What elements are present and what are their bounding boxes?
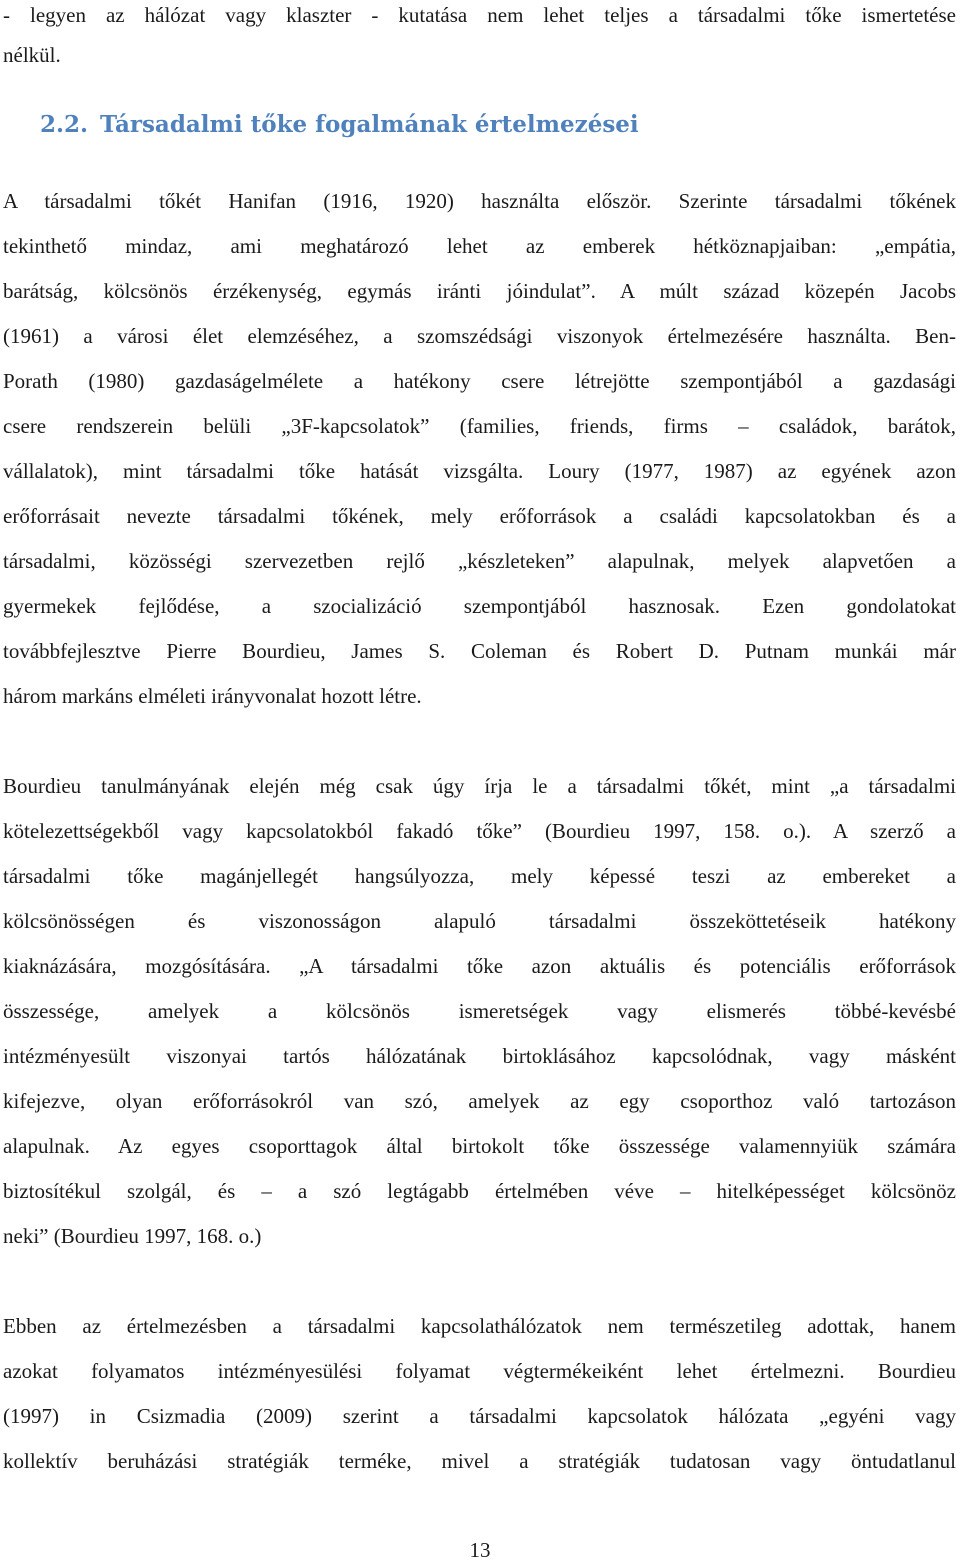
text-line: (1961) a városi élet elemzéséhez, a szomszédsági viszonyok értelmezésére használta. Ben- [3,324,956,348]
text-line: gyermekek fejlődése, a szocializáció szempontjából hasznosak. Ezen gondolatokat [3,594,956,618]
text-line: alapulnak. Az egyes csoporttagok által birtokolt tőke összessége valamennyiük számára [3,1134,956,1158]
section-heading [40,110,639,140]
text-line: Porath (1980) gazdaságelmélete a hatékony csere létrejötte szempontjából a gazdasági [3,369,956,393]
text-line: kötelezettségekből vagy kapcsolatokból fakadó tőke” (Bourdieu 1997, 158. o.). A szerző a [3,819,956,843]
text-line: biztosítékul szolgál, és – a szó legtágabb értelmében véve – hitelképességet kölcsönöz [3,1179,956,1203]
text-line: azokat folyamatos intézményesülési folyamat végtermékeiként lehet értelmezni. Bourdieu [3,1359,956,1383]
text-line: továbbfejlesztve Pierre Bourdieu, James S. Coleman és Robert D. Putnam munkái már [3,639,956,663]
text-line: csere rendszerein belüli „3F-kapcsolatok” (families, friends, firms – családok, barátok, [3,414,956,438]
text-line: kifejezve, olyan erőforrásokról van szó, amelyek az egy csoporthoz való tartozáson [3,1089,956,1113]
text-line: intézményesült viszonyai tartós hálózatának birtoklásához kapcsolódnak, vagy másként [3,1044,956,1068]
text-line: kollektív beruházási stratégiák terméke, mivel a stratégiák tudatosan vagy öntudatlanul [3,1449,956,1473]
text-line: társadalmi, közösségi szervezetben rejlő „készleteken” alapulnak, melyek alapvetően a [3,549,956,573]
text-line: - legyen az hálózat vagy klaszter - kutatása nem lehet teljes a társadalmi tőke ismertetése [3,3,956,27]
section-title: Társadalmi tőke fogalmának értelmezései [100,111,639,138]
section-number: 2.2. [40,111,89,138]
text-line: vállalatok), mint társadalmi tőke hatását vizsgálta. Loury (1977, 1987) az egyének azon [3,459,956,483]
text-line: neki” (Bourdieu 1997, 168. o.) [3,1224,262,1248]
text-line: barátság, kölcsönös érzékenység, egymás iránti jóindulat”. A múlt század közepén Jacobs [3,279,956,303]
text-line: nélkül. [3,43,61,67]
page-number: 13 [469,1538,491,1562]
text-line: A társadalmi tőkét Hanifan (1916, 1920) használta először. Szerinte társadalmi tőkének [3,189,956,213]
text-line: három markáns elméleti irányvonalat hozott létre. [3,684,422,708]
text-line: kölcsönösségen és viszonosságon alapuló társadalmi összeköttetéseik hatékony [3,909,956,933]
text-line: (1997) in Csizmadia (2009) szerint a társadalmi kapcsolatok hálózata „egyéni vagy [3,1404,956,1428]
text-line: tekinthető mindaz, ami meghatározó lehet az emberek hétköznapjaiban: „empátia, [3,234,956,258]
text-line: társadalmi tőke magánjellegét hangsúlyozza, mely képessé teszi az embereket a [3,864,956,888]
text-line: kiaknázására, mozgósítására. „A társadalmi tőke azon aktuális és potenciális erőforrások [3,954,956,978]
text-line: Ebben az értelmezésben a társadalmi kapcsolathálózatok nem természetileg adottak, hanem [3,1314,956,1338]
text-line: erőforrásait nevezte társadalmi tőkének, mely erőforrások a családi kapcsolatokban és a [3,504,956,528]
text-line: Bourdieu tanulmányának elején még csak úgy írja le a társadalmi tőkét, mint „a társadalmi [3,774,956,798]
text-line: összessége, amelyek a kölcsönös ismeretségek vagy elismerés többé-kevésbé [3,999,956,1023]
